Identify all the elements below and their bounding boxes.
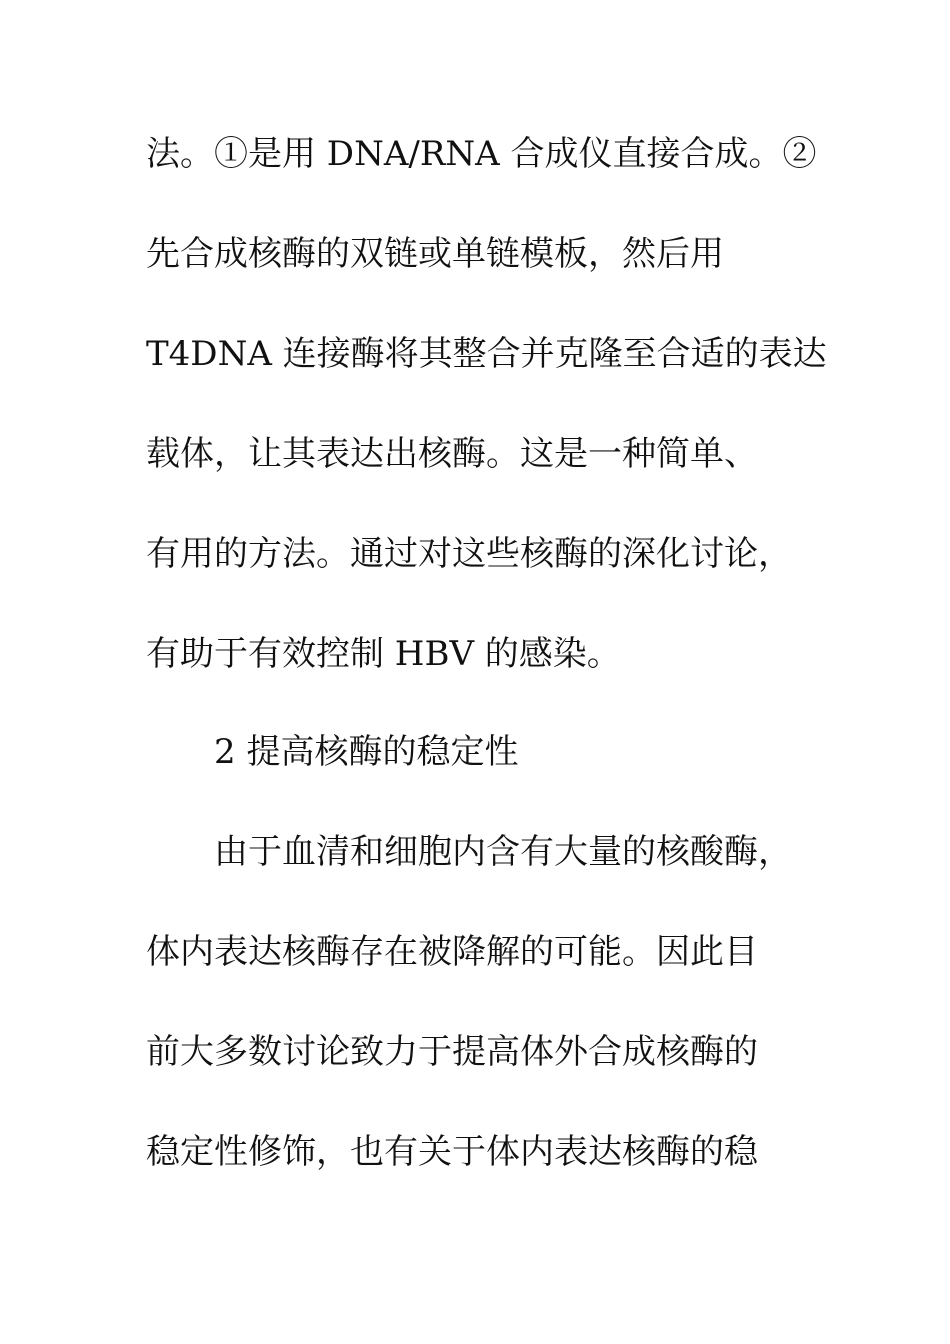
text-line: 载体，让其表达出核酶。这是一种简单、 [146,434,758,474]
text-line: 稳定性修饰，也有关于体内表达核酶的稳 [146,1132,758,1172]
text-line: 有用的方法。通过对这些核酶的深化讨论， [146,534,792,574]
section-heading: 2 提高核酶的稳定性 [214,732,519,772]
text-line: 体内表达核酶存在被降解的可能。因此目 [146,932,758,972]
text-line: 法。①是用 DNA/RNA 合成仪直接合成。② [146,134,817,174]
text-line: 有助于有效控制 HBV 的感染。 [146,634,621,674]
text-line: 前大多数讨论致力于提高体外合成核酶的 [146,1032,758,1072]
text-line: 由于血清和细胞内含有大量的核酸酶， [214,832,792,872]
text-line: T4DNA 连接酶将其整合并克隆至合适的表达 [146,334,827,374]
text-line: 先合成核酶的双链或单链模板，然后用 [146,234,724,274]
